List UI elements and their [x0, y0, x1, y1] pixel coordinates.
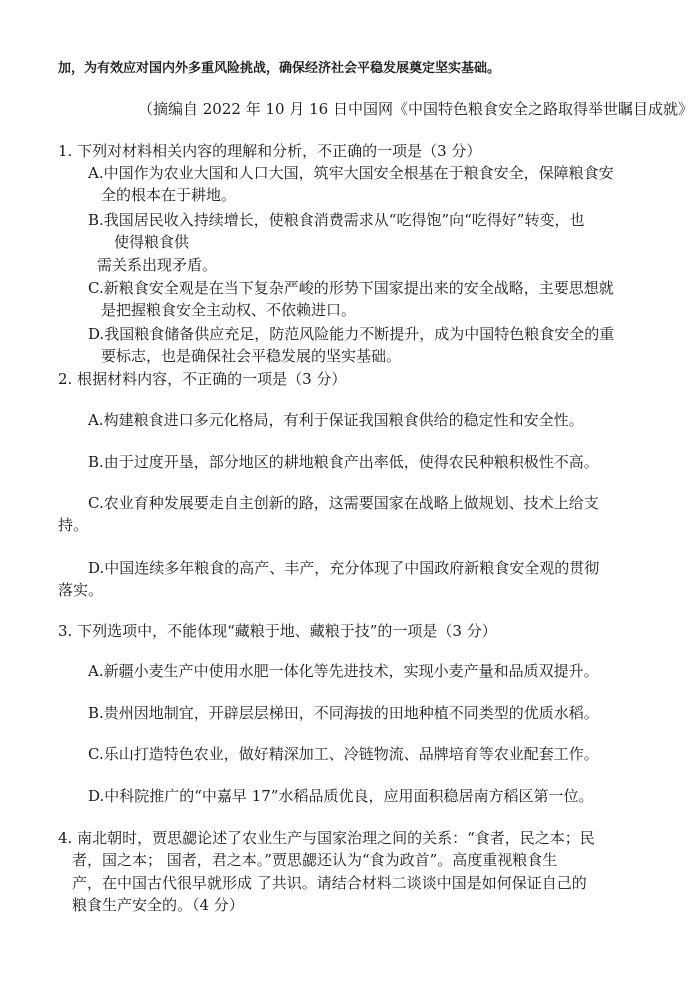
option-b-line-2: 使得粮食供 [114, 233, 190, 251]
option-b-line-1: B.我国居民收入持续增长，使粮食消费需求从“吃得饱”向“吃得好”转变，也 [88, 211, 585, 229]
intro-tail: 加，为有效应对国内外多重风险挑战，确保经济社会平稳发展奠定坚实基础。 [58, 61, 501, 76]
source-citation: （摘编自 2022 年 10 月 16 日中国网《中国特色粮食安全之路取得举世瞩目成就》 [138, 100, 693, 118]
option-c-line-2: 持。 [58, 516, 89, 534]
option-b: B.由于过度开垦，部分地区的耕地粮食产出率低，使得农民种粮积极性不高。 [88, 453, 599, 471]
option-c: C.乐山打造特色农业，做好精深加工、冷链物流、品牌培育等农业配套工作。 [88, 745, 599, 763]
question-line-4: 粮食生产安全的。（4 分） [72, 896, 244, 914]
option-a-line-2: 全的根本在于耕地。 [101, 186, 237, 204]
option-c-line-1: C.农业育种发展要走自主创新的路，这需要国家在战略上做规划、技术上给支 [88, 494, 599, 512]
question-stem: 3. 下列选项中，不能体现“藏粮于地、藏粮于技”的一项是（3 分） [58, 622, 497, 640]
option-c-line-2: 是把握粮食安全主动权、不依赖进口。 [101, 301, 357, 319]
option-d-line-1: D.我国粮食储备供应充足，防范风险能力不断提升，成为中国特色粮食安全的重 [88, 325, 615, 343]
option-b: B.贵州因地制宜，开辟层层梯田，不同海拔的田地种植不同类型的优质水稻。 [88, 704, 599, 722]
option-a: A.新疆小麦生产中使用水肥一体化等先进技术，实现小麦产量和品质双提升。 [88, 662, 599, 680]
question-stem: 2. 根据材料内容，不正确的一项是（3 分） [58, 370, 347, 388]
question-line-3: 产，在中国古代很早就形成 了共识。请结合材料二谈谈中国是如何保证自己的 [72, 874, 587, 892]
option-a: A.构建粮食进口多元化格局，有利于保证我国粮食供给的稳定性和安全性。 [88, 411, 584, 429]
option-c-line-1: C.新粮食安全观是在当下复杂严峻的形势下国家提出来的安全战略，主要思想就 [88, 279, 614, 297]
option-d-line-2: 要标志，也是确保社会平稳发展的坚实基础。 [101, 347, 402, 365]
option-d-line-2: 落实。 [58, 581, 104, 599]
option-a-line-1: A.中国作为农业大国和人口大国，筑牢大国安全根基在于粮食安全，保障粮食安 [88, 164, 614, 182]
question-line-2: 者，国之本； 国者，君之本。”贾思勰还认为“食为政首”。高度重视粮食生 [72, 851, 558, 869]
option-d-line-1: D.中国连续多年粮食的高产、丰产，充分体现了中国政府新粮食安全观的贯彻 [88, 559, 600, 577]
option-d: D.中科院推广的“中嘉早 17”水稻品质优良，应用面积稳居南方稻区第一位。 [88, 787, 594, 805]
option-b-line-3: 需关系出现矛盾。 [97, 256, 218, 274]
question-stem: 1. 下列对材料相关内容的理解和分析，不正确的一项是（3 分） [58, 142, 482, 160]
question-line-1: 4. 南北朝时，贾思勰论述了农业生产与国家治理之间的关系：“食者，民之本；民 [58, 829, 595, 847]
